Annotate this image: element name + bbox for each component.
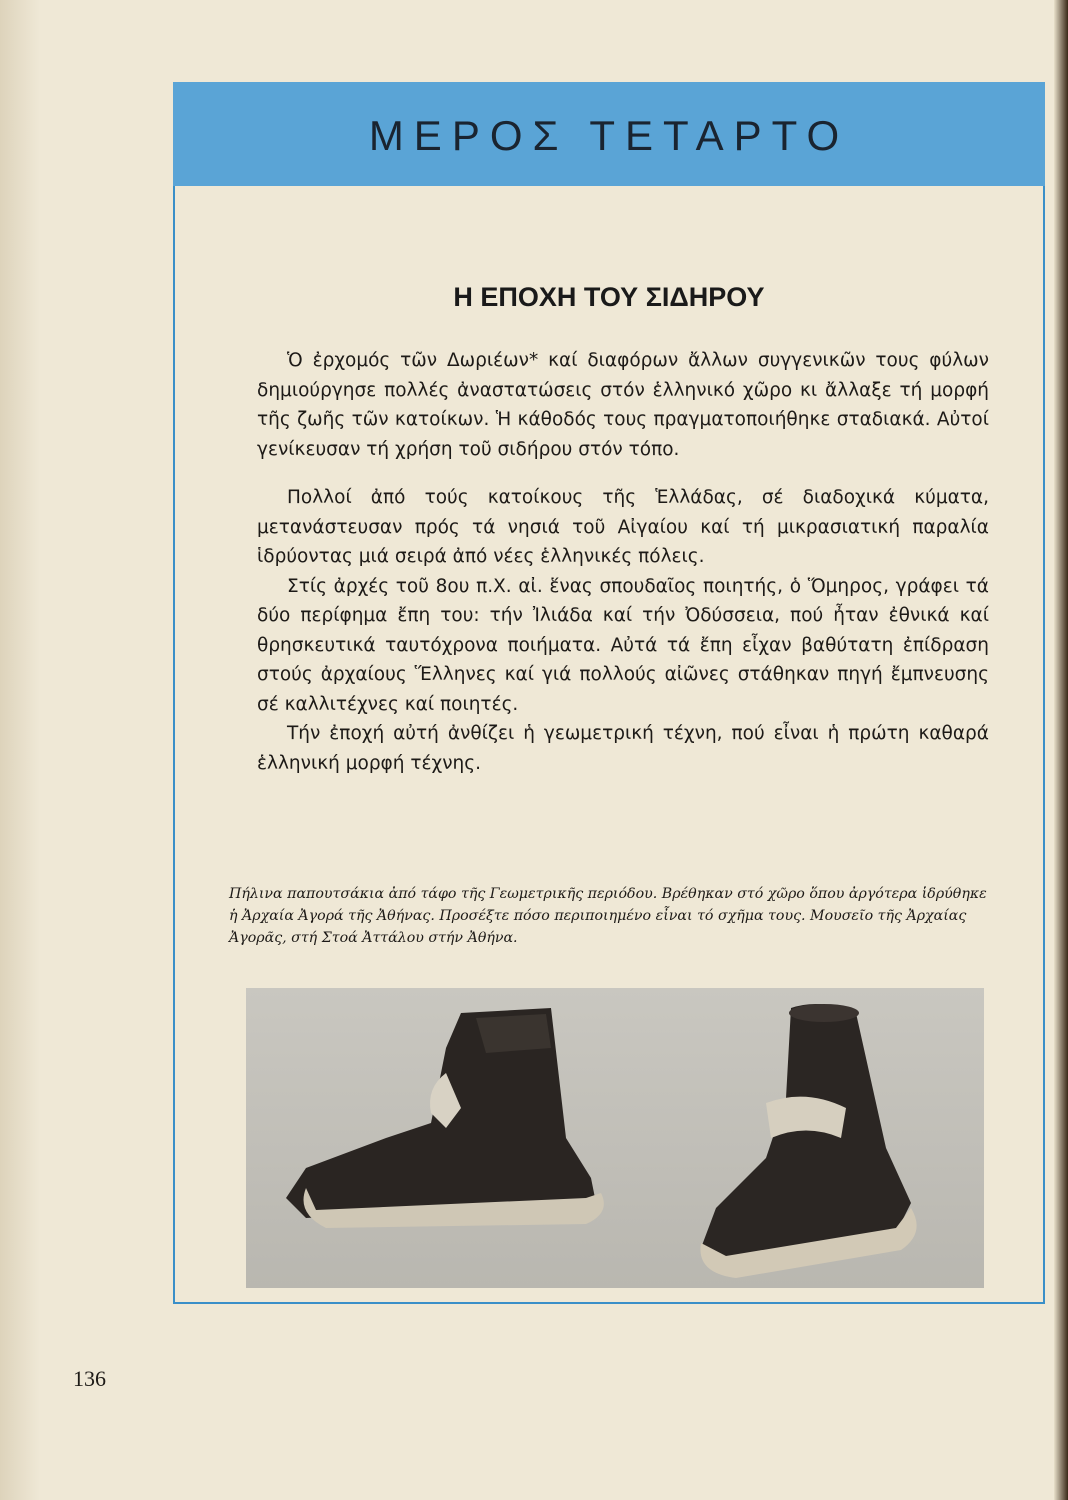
paragraph: Ὁ ἐρχομός τῶν Δωριέων* καί διαφόρων ἄλλων συγγενικῶν τους φύλων δημιούργησε πολλές ἀναστατώσεις στόν ἑλληνικό χῶρο κι ἄλλαξε τή μορφή τῆς ζωῆς τῶν κατοίκων. Ἡ κάθοδός τους πραγματοποιήθηκε σταδιακά. Αὐτοί γενίκευσαν τή χρήση τοῦ σιδήρου στόν τόπο.: [257, 350, 989, 460]
chapter-title: Η ΕΠΟΧΗ ΤΟΥ ΣΙΔΗΡΟΥ: [453, 282, 765, 312]
page-number: 136: [73, 1366, 106, 1391]
page-edge-shadow: [1054, 0, 1068, 1500]
page-gutter-shadow: [0, 0, 40, 1500]
clay-shoes-illustration: [246, 988, 984, 1288]
paragraph: Στίς ἀρχές τοῦ 8ου π.Χ. αἰ. ἕνας σπουδαῖος ποιητής, ὁ Ὅμηρος, γράφει τά δύο περίφημα ἔπη του: τήν Ἰλιάδα καί τήν Ὀδύσσεια, πού ἦταν ἐθνικά καί θρησκευτικά ταυτόχρονα ποιήματα. Αὐτά τά ἔπη εἶχαν βαθύτατη ἐπίδραση στούς ἀρχαίους Ἕλληνες καί γιά πολλούς αἰῶνες στάθηκαν πηγή ἔμπνευσης σέ καλλιτέχνες καί ποιητές.: [257, 575, 989, 715]
photo-caption: Πήλινα παπουτσάκια ἀπό τάφο τῆς Γεωμετρικῆς περιόδου. Βρέθηκαν στό χῶρο ὅπου ἀργότερα ἱδρύθηκε ἡ Ἀρχαία Ἀγορά τῆς Ἀθήνας. Προσέξτε πόσο περιποιημένο εἶναι τό σχῆμα τους. Μουσεῖο τῆς Ἀρχαίας Ἀγορᾶς, στή Στοά Ἀττάλου στήν Ἀθήνα.: [229, 886, 987, 946]
part-header-band: [173, 82, 1045, 186]
body-text: [257, 346, 989, 778]
paragraph: Τήν ἐποχή αὐτή ἀνθίζει ἡ γεωμετρική τέχνη, πού εἶναι ἡ πρώτη καθαρά ἑλληνική μορφή τέχνης.: [257, 723, 989, 774]
paragraph: Πολλοί ἀπό τούς κατοίκους τῆς Ἑλλάδας, σέ διαδοχικά κύματα, μετανάστευσαν πρός τά νησιά τοῦ Αἰγαίου καί τή μικρασιατική παραλία ἱδρύοντας μιά σειρά ἀπό νέες ἑλληνικές πόλεις.: [257, 487, 989, 567]
part-title: ΜΕΡΟΣ ΤΕΤΑΡΤΟ: [368, 112, 850, 159]
clay-shoes-photo: [246, 988, 984, 1288]
